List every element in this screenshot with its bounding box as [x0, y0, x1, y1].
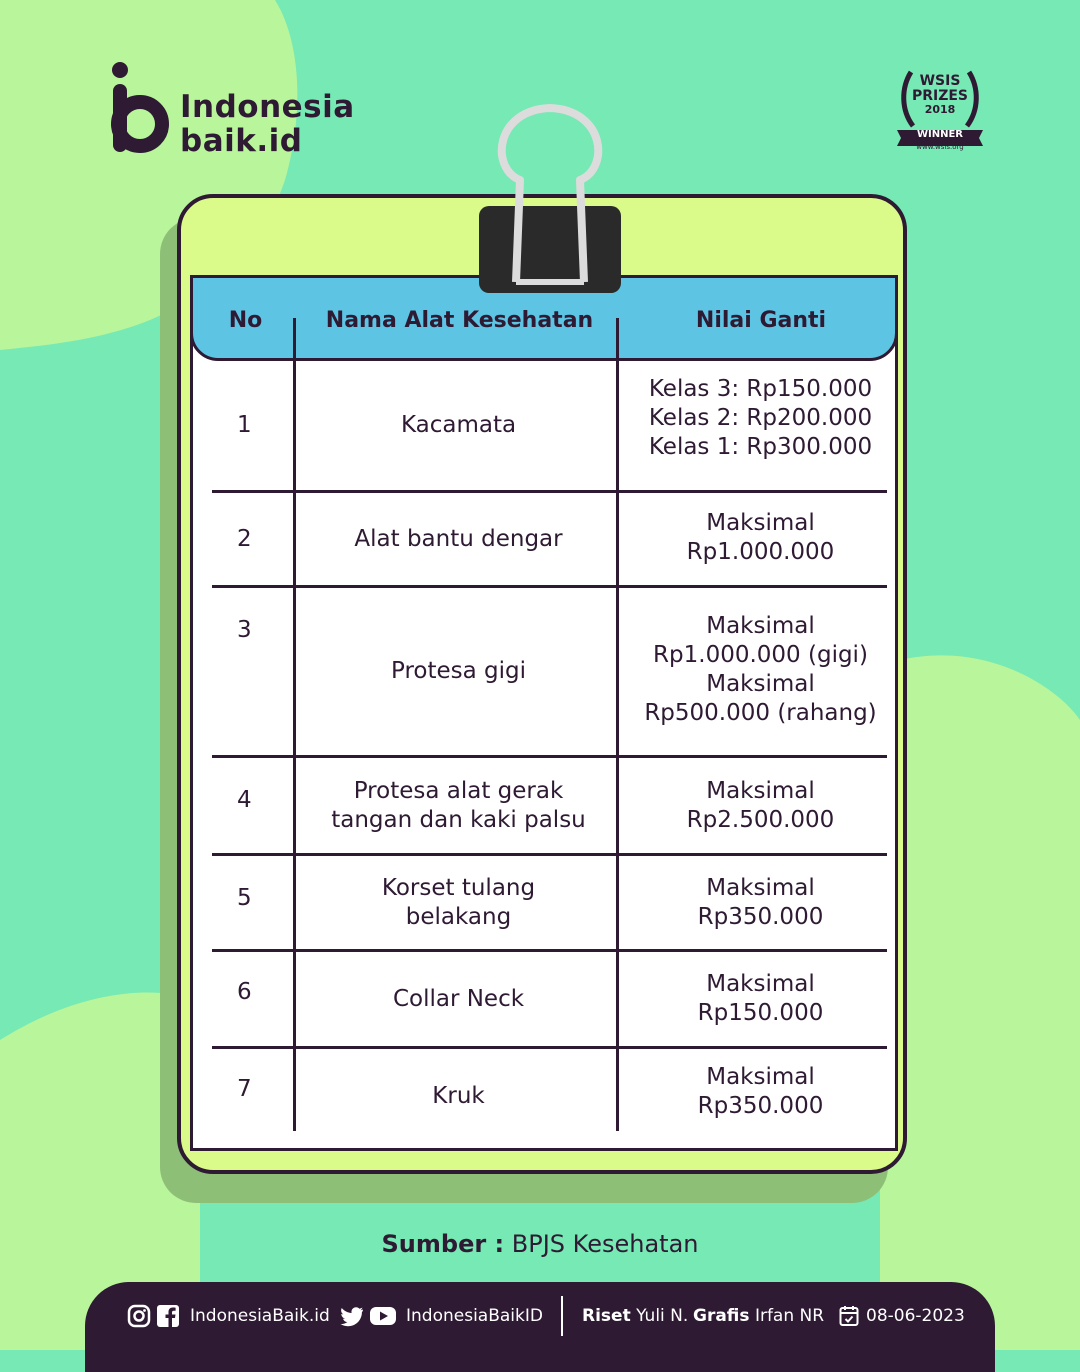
item-name-line: Kruk	[432, 1083, 485, 1109]
item-value-line: Kelas 1: Rp300.000	[648, 434, 873, 460]
item-name-line: Collar Neck	[392, 985, 525, 1012]
logo-text-line1: Indonesia	[180, 89, 355, 125]
item-name-line: Protesa gigi	[390, 658, 527, 684]
item-name	[298, 361, 619, 490]
grafis-label: Grafis	[693, 1306, 750, 1326]
item-name-line: Kacamata	[400, 412, 517, 438]
youtube-icon[interactable]	[369, 1304, 397, 1328]
item-name	[298, 856, 619, 949]
footer-bar	[85, 1282, 995, 1372]
logo-text-line2: baik.id	[180, 123, 303, 159]
row-number: 3	[237, 617, 252, 643]
data-table	[190, 275, 898, 1151]
item-value-line: Rp150.000	[697, 1000, 824, 1026]
item-value-line: Maksimal	[706, 509, 815, 536]
item-name-line: tangan dan kaki palsu	[331, 806, 586, 833]
grafis-name: Irfan NR	[754, 1306, 825, 1326]
row-number: 2	[237, 525, 252, 552]
item-name	[298, 1049, 619, 1144]
item-name	[298, 952, 619, 1046]
riset-name: Yuli N.	[636, 1306, 689, 1326]
facebook-icon[interactable]	[156, 1304, 180, 1328]
award-line1: WSIS	[919, 73, 961, 89]
item-value-line: Rp350.000	[697, 1093, 824, 1119]
header-no: No	[228, 308, 263, 333]
item-value-line: Rp500.000 (rahang)	[644, 700, 877, 726]
item-value	[623, 361, 898, 476]
item-value	[623, 758, 898, 853]
source-value: BPJS Kesehatan	[511, 1230, 699, 1258]
item-name-line: Protesa alat gerak	[353, 777, 564, 804]
footer-grafis	[693, 1303, 824, 1329]
header-nilai-ganti: Nilai Ganti	[695, 308, 827, 333]
logo-mark-icon	[110, 60, 172, 160]
binder-clip-icon	[470, 96, 630, 296]
item-value-line: Kelas 3: Rp150.000	[648, 376, 873, 402]
item-value	[623, 588, 898, 752]
header-divider	[293, 318, 296, 361]
item-value-line: Maksimal	[706, 777, 815, 804]
twitter-icon[interactable]	[339, 1304, 365, 1328]
award-year: 2018	[924, 103, 956, 116]
award-status: WINNER	[916, 129, 964, 140]
footer-date: 08-06-2023	[866, 1306, 965, 1326]
indonesiabaik-logo	[110, 60, 370, 160]
item-name-line: Korset tulang	[381, 874, 536, 901]
footer-handle-1[interactable]: IndonesiaBaik.id	[190, 1306, 330, 1326]
item-name-line: belakang	[405, 903, 512, 930]
instagram-icon[interactable]	[127, 1304, 151, 1328]
award-line2: PRIZES	[911, 88, 969, 104]
item-name-line: Alat bantu dengar	[354, 525, 563, 552]
row-number: 1	[237, 412, 252, 438]
footer-riset	[582, 1303, 688, 1329]
item-value-line: Rp1.000.000 (gigi)	[653, 642, 868, 668]
item-name	[298, 588, 619, 755]
row-number: 7	[237, 1075, 252, 1102]
footer-handle-2[interactable]: IndonesiaBaikID	[406, 1306, 543, 1326]
item-value-line: Rp350.000	[697, 903, 824, 930]
footer-separator	[561, 1296, 563, 1336]
calendar-icon	[839, 1304, 859, 1328]
item-value-line: Maksimal	[706, 671, 815, 697]
item-value-line: Maksimal	[706, 874, 815, 901]
item-name	[298, 758, 619, 853]
source-credit	[0, 1228, 1080, 1260]
item-value	[623, 1049, 898, 1135]
award-site: www.wsis.org	[916, 143, 964, 151]
item-value-line: Maksimal	[706, 1064, 815, 1090]
item-value-line: Rp1.000.000	[686, 538, 835, 565]
header-divider	[616, 318, 619, 361]
item-value-line: Rp2.500.000	[686, 806, 835, 833]
item-value	[623, 856, 898, 949]
item-value	[623, 952, 898, 1046]
item-value-line: Maksimal	[706, 971, 815, 997]
item-value-line: Maksimal	[706, 613, 815, 639]
row-number: 6	[237, 978, 252, 1005]
item-value	[623, 493, 898, 582]
riset-label: Riset	[582, 1306, 631, 1326]
header-nama-alat: Nama Alat Kesehatan	[325, 308, 594, 333]
row-number: 5	[237, 885, 252, 911]
source-label: Sumber :	[381, 1230, 505, 1258]
row-number: 4	[237, 787, 252, 813]
item-value-line: Kelas 2: Rp200.000	[648, 405, 873, 431]
item-name	[298, 493, 619, 585]
wsis-award-badge	[893, 64, 987, 156]
